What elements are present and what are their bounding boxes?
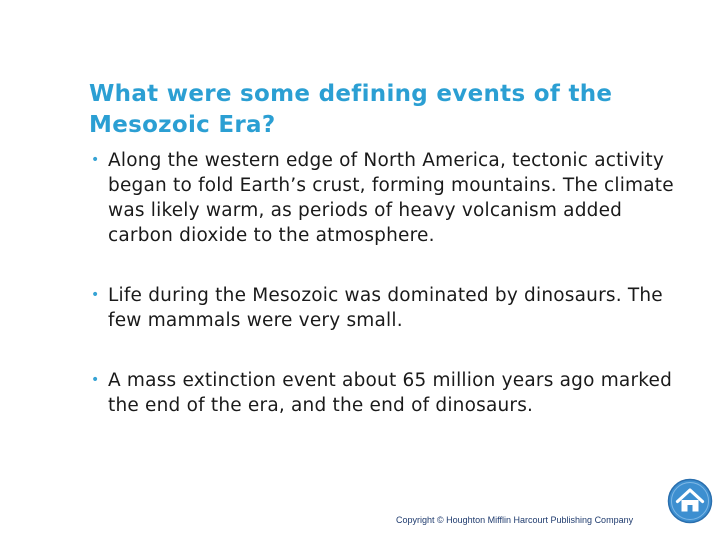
bullet-item-dinosaurs <box>90 283 690 333</box>
bullet-icon: • <box>91 152 100 168</box>
copyright-notice: Copyright © Houghton Mifflin Harcourt Publishing Company <box>396 515 634 525</box>
bullet-item-tectonics <box>90 148 690 248</box>
bullet-icon: • <box>91 287 100 303</box>
bullet-text: Along the western edge of North America, tectonic activity began to fold Earth’s crust, forming mountains. The climate was likely warm, as periods of heavy volcanism added carbon dioxide to the atmosphere. <box>108 150 674 246</box>
bullet-item-extinction <box>90 368 690 418</box>
bullet-text: Life during the Mesozoic was dominated by dinosaurs. The few mammals were very small. <box>108 285 663 331</box>
bullet-text: A mass extinction event about 65 million years ago marked the end of the era, and the end of dinosaurs. <box>108 370 673 416</box>
home-icon <box>667 478 713 524</box>
home-button[interactable] <box>667 478 713 524</box>
bullet-icon: • <box>91 372 100 388</box>
bullet-list <box>90 148 690 418</box>
slide-title: What were some defining events of the Mesozoic Era? <box>89 81 613 138</box>
